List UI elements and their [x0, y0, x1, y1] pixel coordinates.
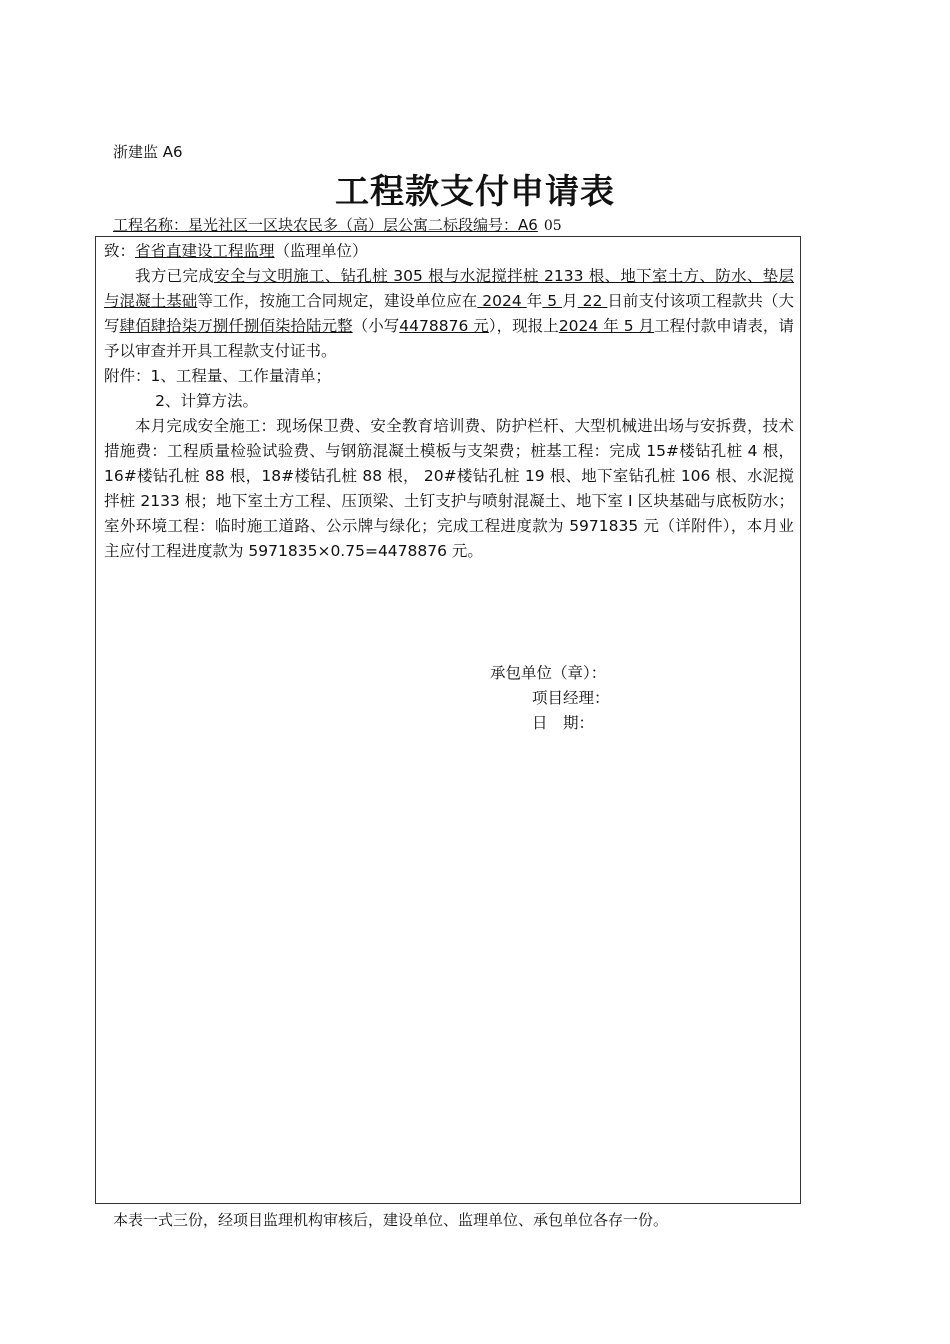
number-serial: 05 — [543, 218, 562, 234]
pay-day: 22 — [577, 292, 608, 310]
project-manager-label: 项目经理： — [532, 689, 610, 707]
pay-year: 2024 — [477, 292, 527, 310]
form-content — [104, 239, 794, 564]
p1-mid: 等工作，按施工合同规定，建设单位应在 — [197, 292, 478, 310]
supervisor-unit: 省省直建设工程监理 — [135, 242, 275, 260]
project-line — [113, 214, 562, 235]
attachment-2: 2、计算方法。 — [155, 392, 259, 410]
year-label: 年 — [526, 292, 543, 310]
p1-mid2: 日前支付该项工程款共（大写 — [104, 292, 794, 335]
billing-period: 2024 年 5 月 — [558, 317, 655, 335]
p1-mid4: ），现报上 — [488, 317, 559, 335]
project-name: 星光社区一区块农民多（高）层公寓二标段 — [188, 216, 474, 234]
attachment-1: 附件：1、工程量、工作量清单； — [104, 367, 331, 385]
work-detail: 本月完成安全施工：现场保卫费、安全教育培训费、防护栏杆、大型机械进出场与安拆费，技术措施费：工程质量检验试验费、与钢筋混凝土模板与支架费；桩基工程：完成 15#楼钻孔桩 4 根，16#楼钻孔桩 88 根，18#楼钻孔桩 88 根， 20#楼钻孔桩 19 根、地下室钻孔桩 106 根、水泥搅拌桩 2133 根；地下室土方工程、压顶梁、土钉支护与喷射混凝土、地下室 I 区块基础与底板防水；室外环境工程：临时施工道路、公示牌与绿化；完成工程进度款为 5971835 元（详附件），本月业主应付工程进度款为 5971835×0.75=4478876 元。 — [104, 417, 794, 560]
supervisor-suffix: （监理单位） — [274, 242, 368, 260]
footer-note: 本表一式三份，经项目监理机构审核后，建设单位、监理单位、承包单位各存一份。 — [113, 1211, 669, 1229]
completed-work: 安全与文明施工、钻孔桩 305 根与水泥搅拌桩 2133 根、地下室土方、防水、垫层与混凝土基础 — [104, 267, 794, 310]
page-title: 工程款支付申请表 — [335, 172, 615, 212]
p1-prefix: 我方已完成 — [135, 267, 215, 285]
number-code: A6 — [518, 216, 538, 234]
number-label: 编号： — [473, 216, 519, 234]
project-label: 工程名称： — [113, 216, 189, 234]
month-label: 月 — [562, 292, 578, 310]
doc-code: 浙建监 A6 — [113, 143, 183, 161]
date-label: 日 期： — [532, 714, 595, 732]
amount-upper: 肆佰肆拾柒万捌仟捌佰柒拾陆元整 — [119, 317, 353, 335]
p1-mid3: （小写 — [352, 317, 400, 335]
pay-month: 5 — [542, 292, 563, 310]
to-prefix: 致： — [104, 242, 136, 260]
addressee-line — [104, 239, 794, 264]
request-paragraph — [104, 264, 794, 364]
contractor-seal-label: 承包单位（章）： — [490, 664, 607, 682]
amount-lower: 4478876 元 — [399, 317, 489, 335]
p1-end: 工程付款申请表，请予以审查并开具工程款支付证书。 — [104, 317, 794, 360]
